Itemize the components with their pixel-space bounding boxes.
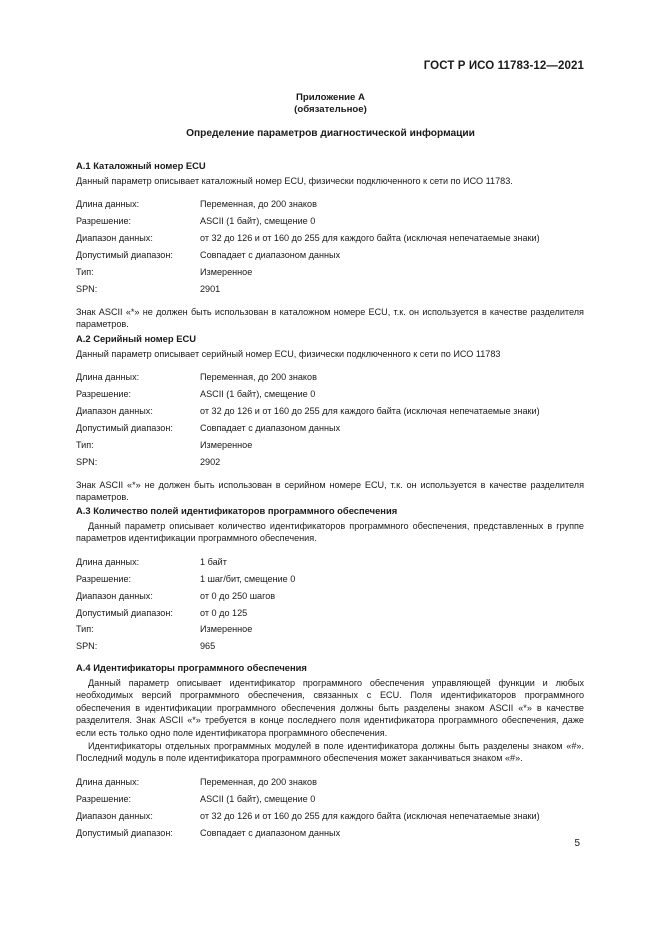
- section-a1: [76, 160, 584, 331]
- section-heading: А.1 Каталожный номер ECU: [76, 160, 206, 171]
- param-row: Длина данных: Переменная, до 200 знаков: [76, 776, 317, 787]
- section-intro: Данный параметр описывает каталожный номер ECU, физически подключенного к сети по ИСО 11783.: [76, 175, 513, 186]
- section-note: Знак ASCII «*» не должен быть использован в серийном номере ECU, т.к. он используется в качестве разделителя параметров.: [76, 479, 584, 503]
- params-table: [76, 196, 540, 297]
- param-row: Диапазон данных: от 32 до 126 и от 160 до 255 для каждого байта (исключая непечатаемые знаки): [76, 810, 540, 821]
- annex-heading: [0, 92, 661, 116]
- section-a4: [76, 662, 584, 849]
- section-intro: Данный параметр описывает количество идентификаторов программного обеспечения, представленных в группе параметров идентификации программного обеспечения.: [76, 520, 584, 544]
- param-row: Диапазон данных: от 32 до 126 и от 160 до 255 для каждого байта (исключая непечатаемые знаки): [76, 406, 540, 417]
- section-heading: А.2 Серийный номер ECU: [76, 333, 197, 344]
- param-row: SPN: 2901: [76, 283, 221, 294]
- param-row: Тип: Измеренное: [76, 439, 253, 450]
- section-intro-2: Идентификаторы отдельных программных модулей в поле идентификатора должны быть разделены знаком «#». Последний модуль в поле идентификатора программного обеспечения может заканчиваться знаком «#».: [76, 740, 584, 764]
- section-intro: Данный параметр описывает серийный номер ECU, физически подключенного к сети по ИСО 11783: [76, 348, 501, 359]
- param-row: Разрешение: 1 шаг/бит, смещение 0: [76, 573, 296, 584]
- params-table: [76, 369, 540, 470]
- param-row: Тип: Измеренное: [76, 266, 253, 277]
- param-row: SPN: 2902: [76, 456, 221, 467]
- param-row: Длина данных: Переменная, до 200 знаков: [76, 199, 317, 210]
- param-row: Разрешение: ASCII (1 байт), смещение 0: [76, 389, 316, 400]
- param-row: Допустимый диапазон: Совпадает с диапазоном данных: [76, 423, 341, 433]
- param-row: Разрешение: ASCII (1 байт), смещение 0: [76, 216, 316, 227]
- document-number: ГОСТ Р ИСО 11783-12—2021: [423, 60, 584, 72]
- param-row: Тип: Измеренное: [76, 624, 253, 635]
- param-row: Разрешение: ASCII (1 байт), смещение 0: [76, 793, 316, 804]
- section-a3: [76, 505, 584, 663]
- section-intro: Данный параметр описывает идентификатор программного обеспечения управляющей функции и любых необходимых версий программного обеспечения, связанных с ECU. Поля идентификаторов программного обеспечения в идентификации программного обеспечения должны быть разделены знаком ASCII «*» в качестве разделителя. Знак ASCII «*» требуется в конце последнего поля идентификатора программного обеспечения, даже если есть только одно поле идентификатора программного обеспечения.: [76, 677, 584, 738]
- param-row: Длина данных: Переменная, до 200 знаков: [76, 372, 317, 383]
- annex-status: (обязательное): [294, 104, 367, 115]
- param-row: Диапазон данных: от 0 до 250 шагов: [76, 590, 276, 601]
- param-row: Длина данных: 1 байт: [76, 556, 227, 567]
- param-row: Диапазон данных: от 32 до 126 и от 160 до 255 для каждого байта (исключая непечатаемые знаки): [76, 233, 540, 244]
- params-table: [76, 774, 540, 842]
- section-a2: [76, 333, 584, 504]
- annex-title: Определение параметров диагностической информации: [186, 128, 475, 139]
- param-row: Допустимый диапазон: Совпадает с диапазоном данных: [76, 827, 341, 838]
- section-note: Знак ASCII «*» не должен быть использован в каталожном номере ECU, т.к. он используется в качестве разделителя параметров.: [76, 306, 584, 330]
- section-heading: А.4 Идентификаторы программного обеспечения: [76, 662, 307, 673]
- param-row: SPN: 965: [76, 641, 216, 652]
- param-row: Допустимый диапазон: Совпадает с диапазоном данных: [76, 250, 341, 260]
- param-row: Допустимый диапазон: от 0 до 125: [76, 607, 248, 618]
- params-table: [76, 554, 295, 655]
- section-heading: А.3 Количество полей идентификаторов программного обеспечения: [76, 505, 398, 516]
- page-number: 5: [574, 838, 580, 849]
- annex-label: Приложение А: [296, 92, 365, 103]
